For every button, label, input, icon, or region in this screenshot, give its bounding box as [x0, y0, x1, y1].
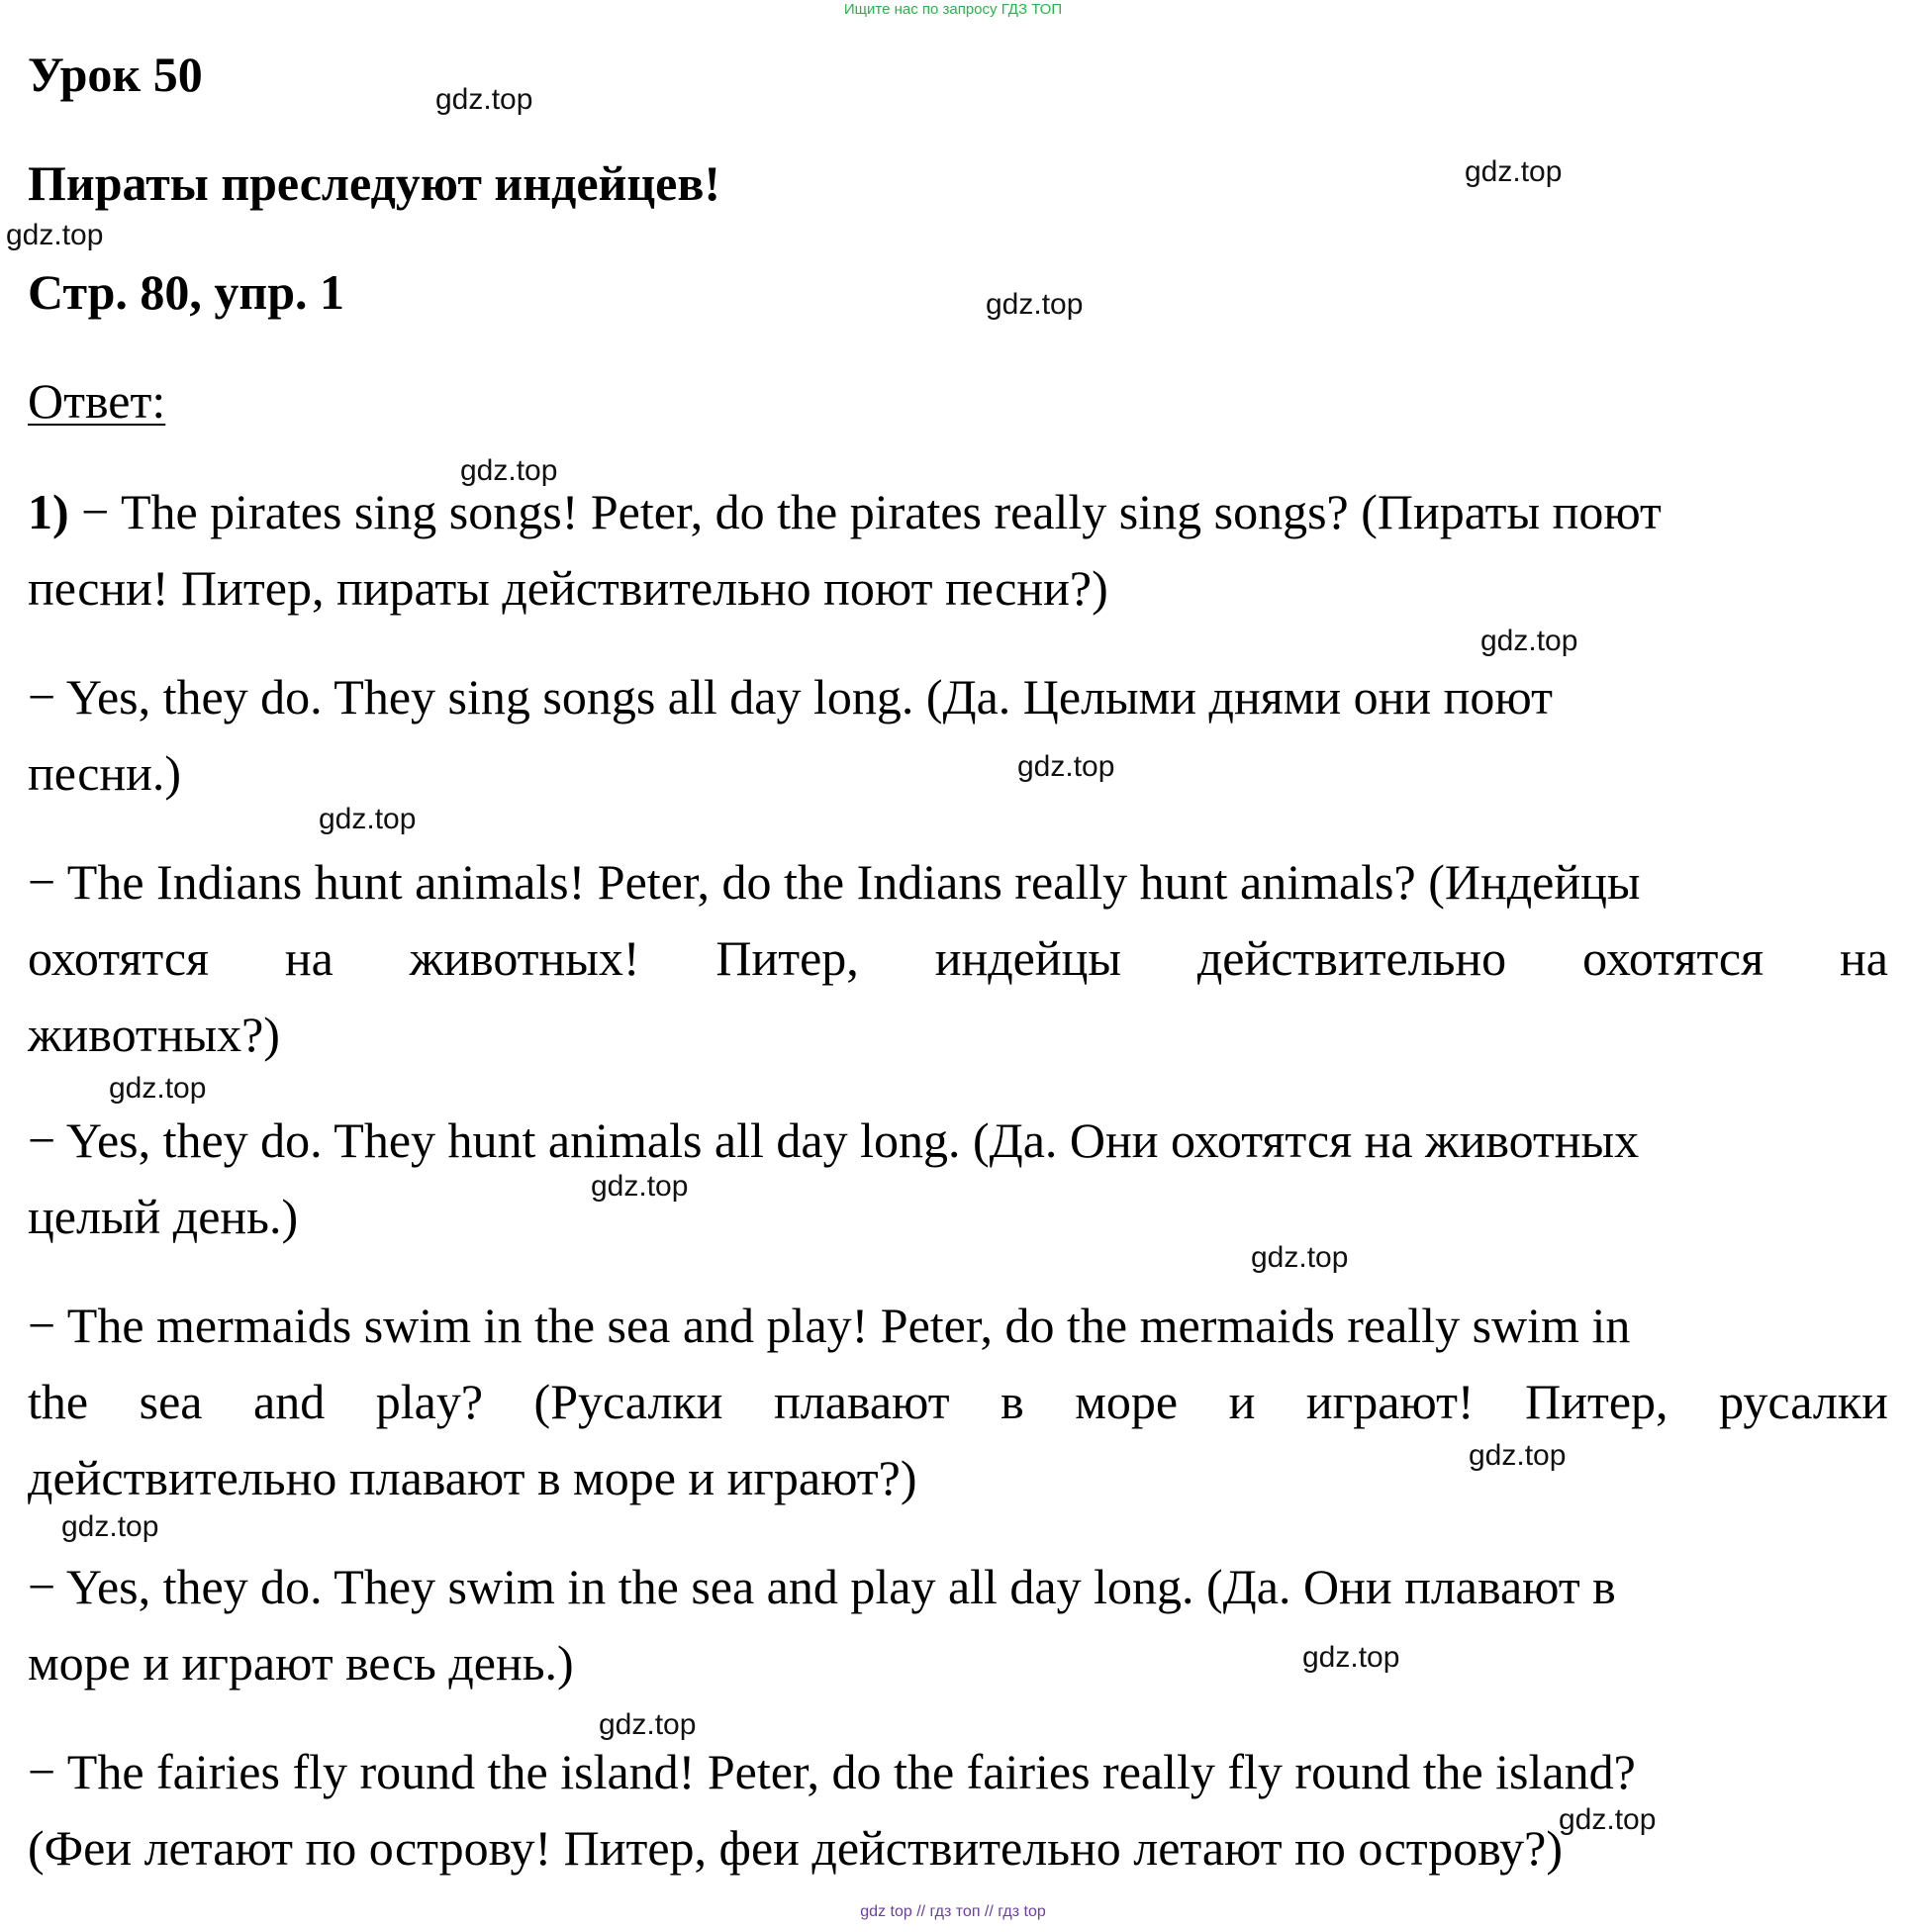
word: на — [1839, 930, 1888, 986]
dialogue-line: животных?) — [28, 1007, 280, 1062]
watermark: gdz.top — [109, 1072, 207, 1105]
dialogue-line: − The Indians hunt animals! Peter, do the Indians really hunt animals? (Индейцы — [28, 854, 1641, 910]
watermark: gdz.top — [1559, 1803, 1657, 1836]
footer-links: gdz top // гдз топ // гдз top — [860, 1903, 1046, 1920]
word: море — [1075, 1374, 1179, 1429]
dialogue-line: море и играют весь день.) — [28, 1635, 574, 1690]
word: играют! — [1305, 1374, 1475, 1429]
topic-title: Пираты преследуют индейцев! — [28, 155, 720, 211]
exercise-reference: Стр. 80, упр. 1 — [28, 264, 345, 320]
watermark: gdz.top — [435, 83, 533, 116]
word: на — [284, 930, 334, 986]
word: and — [253, 1374, 326, 1429]
word: Питер, — [715, 930, 859, 986]
dialogue-line-justified — [28, 1372, 1888, 1431]
watermark: gdz.top — [61, 1510, 159, 1543]
dialogue-line: песни.) — [28, 745, 182, 801]
word: охотятся — [28, 930, 210, 986]
watermark: gdz.top — [6, 219, 104, 251]
word: sea — [139, 1374, 203, 1429]
dialogue-line: − Yes, they do. They sing songs all day long. (Да. Целыми днями они поют — [28, 669, 1553, 724]
word: плавают — [773, 1374, 950, 1429]
word: play? — [375, 1374, 484, 1429]
dialogue-line: − Yes, they do. They swim in the sea and play all day long. (Да. Они плавают в — [28, 1559, 1616, 1614]
watermark: gdz.top — [1480, 625, 1578, 657]
word: в — [1001, 1374, 1024, 1429]
watermark: gdz.top — [1469, 1439, 1567, 1472]
dialogue-line: песни! Питер, пираты действительно поют песни?) — [28, 560, 1108, 616]
watermark: gdz.top — [591, 1170, 689, 1203]
word: индейцы — [934, 930, 1121, 986]
word: животных! — [409, 930, 640, 986]
dialogue-line — [28, 482, 1888, 541]
watermark: gdz.top — [319, 803, 417, 835]
dialogue-line-justified — [28, 928, 1888, 988]
word: (Русалки — [533, 1374, 723, 1429]
dialogue-line: − Yes, they do. They hunt animals all day long. (Да. Они охотятся на животных — [28, 1112, 1640, 1168]
lesson-title: Урок 50 — [28, 47, 203, 102]
watermark: gdz.top — [1251, 1241, 1349, 1274]
dialogue-line: действительно плавают в море и играют?) — [28, 1450, 917, 1505]
watermark: gdz.top — [986, 288, 1084, 321]
dialogue-line: − The fairies fly round the island! Peter, do the fairies really fly round the island? — [28, 1744, 1636, 1799]
dialogue-line: (Феи летают по острову! Питер, феи действительно летают по острову?) — [28, 1820, 1564, 1876]
search-banner: Ищите нас по запросу ГДЗ ТОП — [843, 1, 1063, 18]
answer-label: Ответ: — [28, 373, 166, 429]
dialogue-line: целый день.) — [28, 1189, 299, 1244]
word: охотятся — [1582, 930, 1764, 986]
word: русалки — [1719, 1374, 1888, 1429]
word: действительно — [1196, 930, 1507, 986]
dialogue-line: − The mermaids swim in the sea and play! Peter, do the mermaids really swim in — [28, 1298, 1631, 1353]
watermark: gdz.top — [599, 1708, 697, 1741]
watermark: gdz.top — [1017, 750, 1115, 783]
word: и — [1228, 1374, 1256, 1429]
item-number: 1) — [28, 484, 69, 539]
watermark: gdz.top — [1302, 1641, 1400, 1674]
watermark: gdz.top — [460, 454, 558, 487]
watermark: gdz.top — [1465, 155, 1563, 188]
word: Питер, — [1525, 1374, 1668, 1429]
word: the — [28, 1374, 89, 1429]
line-text: 1) − The pirates sing songs! Peter, do the pirates really sing songs? (Пираты поют — [28, 484, 1662, 539]
